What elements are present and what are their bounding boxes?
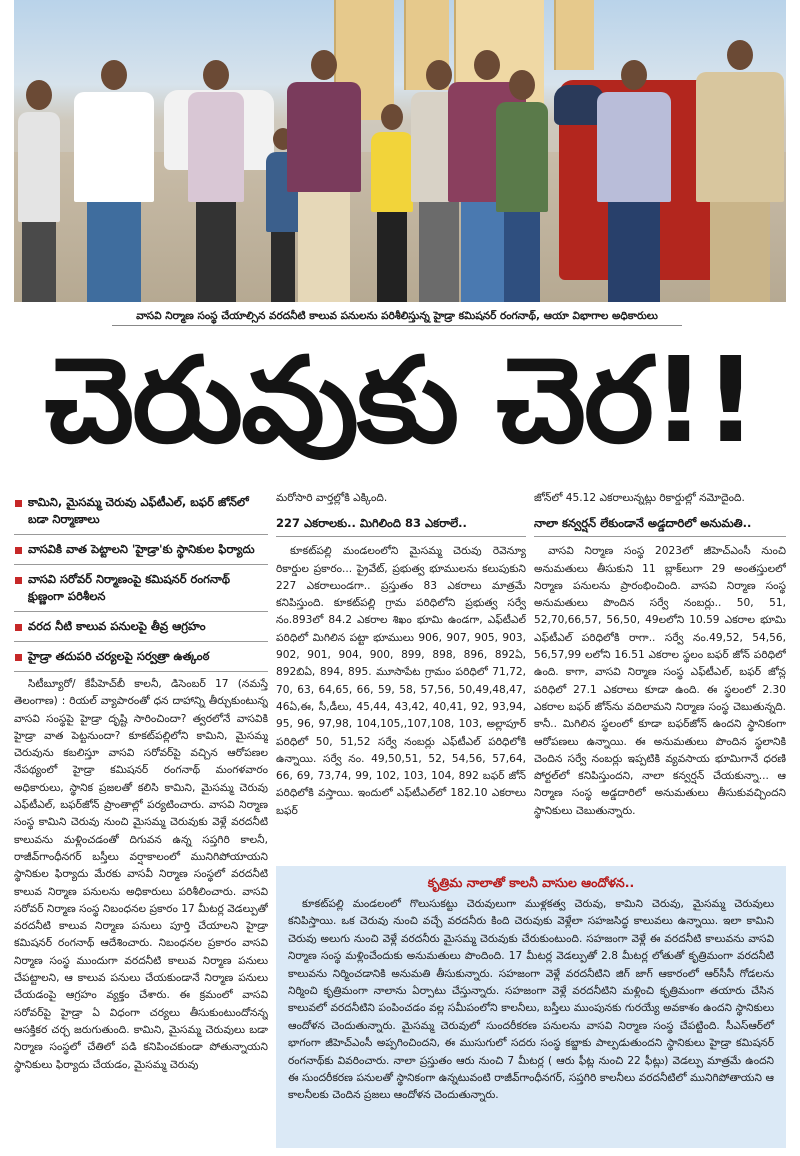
article-column-1 (14, 676, 268, 1148)
highlight-item: వరద నీటి కాలువ పనులపై తీవ్ర ఆగ్రహం (14, 612, 268, 642)
article-paragraph: సిటీబ్యూరో/ కేపీహెచ్‌బీ కాలనీ, డిసెంబర్ 17 (నమస్తే తెలంగాణ) : రియల్ వ్యాపారంతో ధన దాహాన్ని తీర్చుకుంటున్న వాసవి సంస్థపై హైడ్రా దృష్టి సారించిందా? త్వరలోనే వాసవికి హైడ్రా వాత పెట్టనుందా? కూకట్‌పల్లిలోని కామిని, మైసమ్మ చెరువును కబలిస్తూ వాసవి సరోవర్‌పై వచ్చిన ఆరోపణల నేపథ్యంలో హైడ్రా కమిషనర్ రంగనాథ్ మంగళవారం అధికారులు, స్థానిక ప్రజలతో కలిసి కామిని, మైసమ్మ చెరువు ఎఫ్‌టీఎల్, బఫర్‌జోన్ ప్రాంతాల్లో పర్యటించారు. వాసవి నిర్మాణ సంస్థ కామిని చెరువు నుంచి మైసమ్మ చెరువుకు వెళ్లే వరదనీటి కాలువను మళ్లించడంతో దిగువన ఉన్న సప్తగిరి కాలనీ, రాజీవ్‌గాంధీనగర్ బస్తీలు వర్షాకాలంలో మునిగిపోయాయని స్థానికుల ఫిర్యాదు మేరకు వాసవీ నిర్మాణ సంస్థలో వరదనీటి కాలువ నిర్మాణ పనులను అధికారులు పరిశీలించారు. వాసవి సరోవర్ నిర్మాణ సంస్థ నిబంధనల ప్రకారం 17 మీటర్ల వెడల్పుతో వరదనీటి కాలువ నిర్మాణ పనులు పూర్తి చేయాలని హైడ్రా కమిషనర్ రంగనాథ్ ఆదేశించారు. నిబంధనల ప్రకారం వాసవి నిర్మాణ సంస్థ ముందుగా వరదనీటి కాలువ నిర్మాణ పనులు చేపట్టాలని, ఆ కాలువ పనులు చేయకుండానే నిర్మాణ పనులు చేయడంపై ఆగ్రహం వ్యక్తం చేశారు. ఈ క్రమంలో వాసవి సరోవర్‌పై హైడ్రా ఏ విధంగా చర్యలు తీసుకుంటుందోనన్న ఆసక్తికర చర్చ జరుగుతుంది. కామిని, మైసమ్మ చెరువులు బడా నిర్మాణ సంస్థలో చేతిలో పడి కనిపించకుండా పోతున్నాయని స్థానికులు ఫిర్యాదు చేయడం, మైసమ్మ చెరువు (14, 678, 268, 1071)
highlight-item: వాసవి సరోవర్ నిర్మాణంపై కమిషనర్ రంగనాథ్ క్షుణ్ణంగా పరిశీలన (14, 565, 268, 612)
person (694, 40, 786, 302)
article-paragraph: వాసవి నిర్మాణ సంస్థ 2023లో జీహెచ్ఎంసీ నుంచి అనుమతులు తీసుకుని 11 బ్లాక్‌లుగా 29 అంతస్తులలో నిర్మాణ పనులను ప్రారంభించింది. వాసవి నిర్మాణ సంస్థ అనుమతులు పొందిన సర్వే నంబర్లు.. 50, 51, 52,70,66,57, 56,50, 49లలోని 10.59 ఎకరాల భూమి ఎఫ్‌టీఎల్ పరిధిలోకి రాగా.. సర్వే నం.49,52, 54,56, 56,57,99 లలోని 16.51 ఎకరాల స్థలం బఫర్ జోన్ పరిధిలో ఉంది. కాగా, వాసవి నిర్మాణ సంస్థ ఎఫ్‌టీఎల్, బఫర్ జోన్ల పరిధిలో 27.1 ఎకరాలు కూడా ఉంది. ఈ స్థలంలో 2.30 ఎకరాల బఫర్ జోన్‌ను వదిలామని నిర్మాణ సంస్థ చెబుతున్నది. కానీ.. మిగిలిన స్థలంలో కూడా బఫర్‌జోన్ ఉందని స్థానికంగా ఆరోపణలు ఉన్నాయి. ఈ అనుమతులు పొందిన స్థలానికి చెందిన సర్వే నంబర్లు ఇప్పటికి వ్యవసాయ భూమిగానే ధరణి పోర్టల్‌లో కనిపిస్తుందని, నాలా కన్వర్షన్ చేయకున్నా... ఆ నిర్మాణ సంస్థ అడ్డదారిలో అనుమతులు తీసుకువచ్చిందని స్థానికులు చెబుతున్నారు. (534, 545, 786, 817)
article-paragraph: మరోసారి వార్తల్లోకి ఎక్కింది. (276, 492, 388, 504)
news-photo (14, 0, 786, 302)
sidebar-box-text: కూకట్‌పల్లి మండలంలో గొలుసుకట్టు చెరువులుగా ముళ్లకత్వ చెరువు, కామిని చెరువు, మైసమ్మ చెరువులు కనిపిస్తాయి. ఒక చెరువు నుంచి వచ్చే వరదనీరు కింది చెరువుకు వెళ్లేలా సహజసిద్ధ కాలువలు ఉన్నాయి. ఇలా కామిని చెరువు అలుగు నుంచి వెళ్లే వరదనీరు మైసమ్మ చెరువుకు చేరుకుంటుంది. సహజంగా వెళ్లే ఈ వరదనీటి కాలువను వాసవి నిర్మాణ సంస్థ మళ్లించేందుకు అనుమతులు పొందింది. 17 మీటర్ల వెడల్పుతో 2.8 మీటర్ల లోతుతో కృత్రిమంగా వరదనీటి కాలువను నిర్మించడానికి అనుమతి తీసుకున్నారు. సహజంగా వెళ్లే వరదనీటిని జిగ్ జాగ్ ఆకారంలో ఆర్‌సీసీ గోడలను నిర్మించి కృత్రిమంగా నాలాను ఏర్పాటు చేస్తున్నారు. సహజంగా వెళ్లే వరదనీటిని మళ్లించి కృత్రిమంగా తయారు చేసిన కాలువలో వరదనీటిని పంపించడం వల్ల సమీపంలోని కాలనీలు, బస్తీలు ముంపునకు గురయ్యే అవకాశం ఉందని స్థానికులు ఆందోళన చెందుతున్నారు. మైసమ్మ చెరువులో సుందరీకరణ పనులను వాసవి నిర్మాణ సంస్థ చేపట్టింది. సీఎస్ఆర్‌లో భాగంగా జీహెచ్ఎంసీ అప్పగించిందని, ఈ ముసుగులో సదరు సంస్థ కబ్జాకు పాల్పడుతుందని స్థానికులు హైడ్రా కమిషనర్ రంగనాథ్‌కు వివరించారు. నాలా ప్రస్తుతం ఆరు నుంచి 7 మీటర్ల ( ఆరు ఫీట్ల నుంచి 22 ఫీట్లు) వెడల్పు మాత్రమే ఉందని ఈ సుందరీకరణ పనులతో స్థానికంగా ఉన్నటువంటి రాజీవ్‌గాంధీనగర్, సప్తగిరి కాలనీలు వరదనీటిలో మునిగిపోతాయని ఆ కాలనీలకు చెందిన ప్రజలు ఆందోళన చెందుతున్నారు. (288, 898, 774, 1102)
article-paragraph: కూకట్‌పల్లి మండలంలోని మైసమ్మ చెరువు రెవెన్యూ రికార్డుల ప్రకారం... ప్రైవేట్, ప్రభుత్వ భూములను కలుపుకుని 227 ఎకరాలుండగా.. ప్రస్తుతం 83 ఎకరాలు మాత్రమే కనిపిస్తుంది. కూకట్‌పల్లి గ్రామ పరిధిలోని ప్రభుత్వ సర్వే నం.893లో 84.2 ఎకరాల శిఖం భూమి ఉండగా, ఎఫ్‌టీఎల్ పరిధిలో మిగిలిన పట్టా భూములు 906, 907, 905, 903, 902, 901, 904, 900, 899, 898, 896, 892ఏ, 892బిఏ, 894, 895. మూసాపేట గ్రామం పరిధిలో 71,72, 70, 63, 64,65, 66, 59, 58, 57,56, 50,49,48,47, 46ఏ,ఈ, సీ,డీలు, 45,44, 43,42, 40,41, 92, 93,94, 95, 96, 97,98, 104,105,,107,108, 103, అల్లాపూర్ పరిధిలో 50, 51,52 సర్వే నంబర్లు ఎఫ్‌టీఎల్ పరిధిలోకి ఉన్నాయి. సర్వే నం. 49,50,51, 52, 54,56, 57,64, 66, 69, 73,74, 99, 102, 103, 104, 892 బఫర్ జోన్ పరిధిలోకి వస్తాయి. ఇందులో ఎఫ్‌టీఎల్‌లో 182.10 ఎకరాలు బఫర్ (276, 545, 526, 817)
highlight-item: కామిని, మైసమ్మ చెరువు ఎఫ్‌టీఎల్, బఫర్ జోన్‌లో బడా నిర్మాణాలు (14, 488, 268, 535)
article-column-3 (534, 490, 786, 860)
person (186, 60, 246, 302)
person (594, 60, 674, 302)
sidebar-box (276, 866, 786, 1148)
highlight-item: హైడ్రా తదుపరి చర్యలపై సర్వత్రా ఉత్కంఠ (14, 642, 268, 672)
article-column-2 (276, 490, 526, 860)
highlight-item: వాసవికి వాత పెట్టాలని 'హైడ్రా'కు స్థానికుల ఫిర్యాదు (14, 535, 268, 565)
person (14, 80, 64, 302)
headline: చెరువుకు చెర!! (44, 331, 756, 469)
highlights-list (14, 488, 268, 672)
section-subhead: 227 ఎకరాలకు.. మిగిలింది 83 ఎకరాలే.. (276, 511, 526, 537)
building-tower (554, 0, 594, 70)
article-paragraph: జోన్‌లో 45.12 ఎకరాలున్నట్లు రికార్డుల్లో నమోదైంది. (534, 492, 745, 504)
photo-caption: వాసవి నిర్మాణ సంస్థ చేయాల్సిన వరదనీటి కాలువ పనులను పరిశీలిస్తున్న హైడ్రా కమిషనర్ రంగనాథ్, ఆయా విభాగాల అధికారులు (112, 306, 682, 326)
person (284, 50, 364, 302)
sidebar-box-title: కృత్రిమ నాలాతో కాలనీ వాసుల ఆందోళన.. (427, 875, 635, 890)
person (494, 70, 550, 302)
person (69, 60, 159, 302)
section-subhead: నాలా కన్వర్షన్ లేకుండానే అడ్డదారిలో అనుమతి.. (534, 511, 786, 537)
